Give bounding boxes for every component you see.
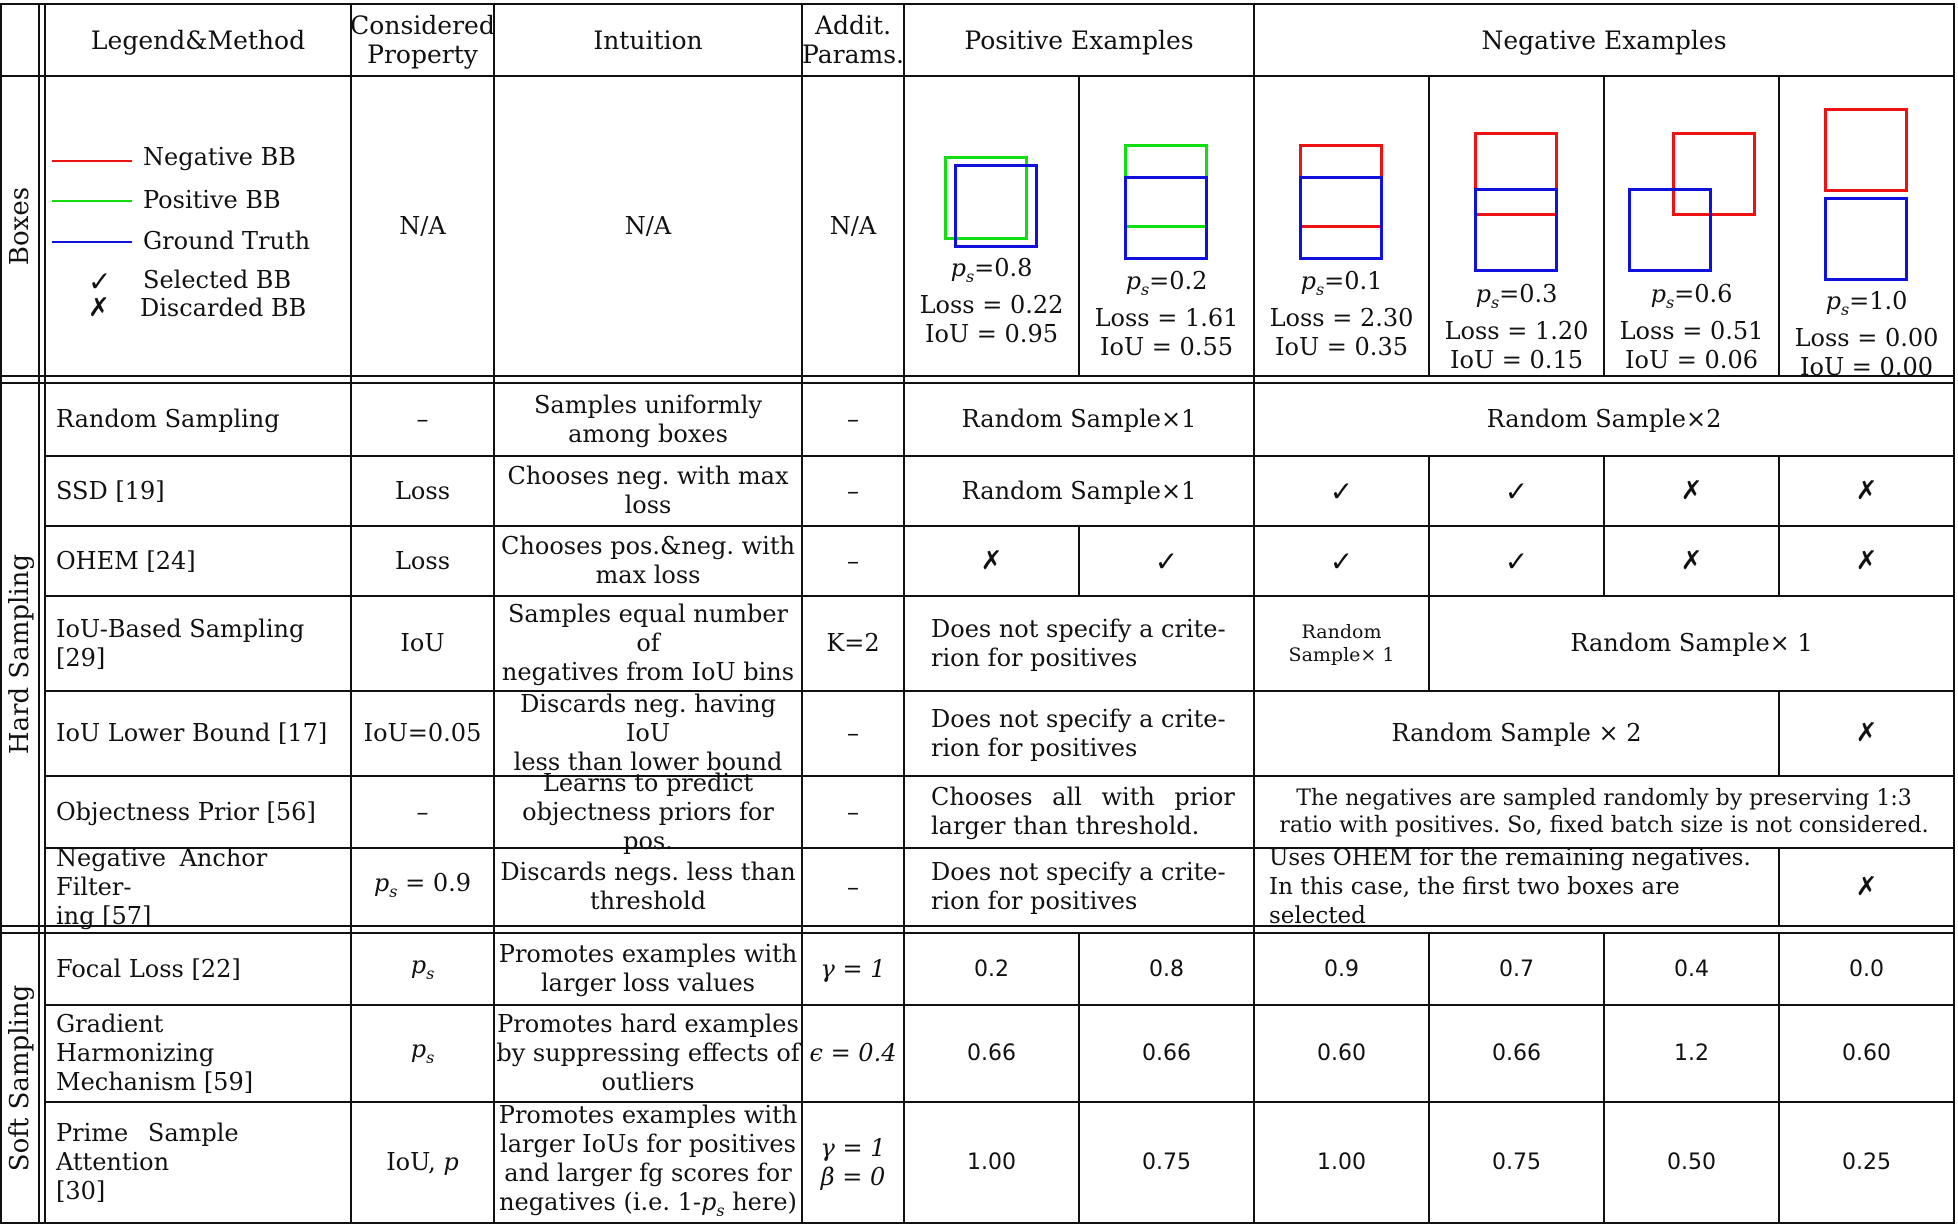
property-psa <box>352 1103 493 1222</box>
pos-nafi <box>905 849 1253 925</box>
intuition-iou-lower-line2: less than lower bound <box>513 748 783 776</box>
psa-value-4: 0.75 <box>1492 1150 1541 1175</box>
focal-value-3: 0.9 <box>1324 956 1359 982</box>
method-ghm-line1: Gradient Harmonizing <box>56 1010 215 1067</box>
example2-ground-truth-box <box>1124 176 1208 260</box>
ghm-value-3: 0.60 <box>1317 1041 1366 1066</box>
ohem-neg3-cross-icon: ✗ <box>1680 545 1703 576</box>
params-focal <box>803 934 903 1004</box>
intuition-focal-line2: larger loss values <box>540 969 755 997</box>
property-random-text: – <box>416 405 429 433</box>
ssd-neg3-cross-icon: ✗ <box>1680 475 1703 506</box>
method-prime-sample-attention <box>46 1103 350 1222</box>
boxes-intuition <box>495 77 801 375</box>
method-ghm-line2: Mechanism [59] <box>56 1068 254 1096</box>
pos-iou-based <box>905 597 1253 690</box>
example1-metrics <box>905 254 1078 349</box>
params-nafi-text: – <box>847 872 859 901</box>
method-ssd <box>46 457 350 525</box>
check-icon: ✓ <box>88 265 112 298</box>
method-nafi-line2: ing [57] <box>56 901 152 930</box>
example6-negative-box <box>1824 108 1908 192</box>
header-intuition-text: Intuition <box>593 25 703 55</box>
neg-nafi-line2: In this case, the first two boxes are selected <box>1269 873 1680 929</box>
intuition-psa <box>495 1100 801 1222</box>
header-addit-params <box>803 5 903 75</box>
intuition-iou-lower-line1: Discards neg. having IoU <box>520 690 776 747</box>
legend-negative-bb: Negative BB <box>143 143 296 171</box>
neg-rest-iou-based <box>1430 597 1953 690</box>
property-ohem-text: Loss <box>394 546 451 575</box>
psa-value-6: 0.25 <box>1842 1150 1891 1175</box>
example5-ground-truth-box <box>1628 188 1712 272</box>
example2-iou: IoU = 0.55 <box>1100 332 1233 361</box>
boxes-params-text: N/A <box>829 211 877 240</box>
example4-iou: IoU = 0.15 <box>1450 345 1583 374</box>
negative-bb-swatch <box>52 160 132 162</box>
intuition-iou-based <box>495 597 801 690</box>
intuition-ssd-line1: Chooses neg. with max <box>507 462 789 490</box>
pos-ssd <box>905 457 1253 525</box>
example5-ps-value: =0.6 <box>1674 280 1733 308</box>
method-psa-line2: [30] <box>56 1177 106 1205</box>
psa-value-3: 1.00 <box>1317 1150 1366 1175</box>
header-positive-examples <box>905 5 1253 75</box>
ghm-value-2: 0.66 <box>1142 1041 1191 1066</box>
ghm-value-1: 0.66 <box>967 1041 1016 1066</box>
psa-value-5: 0.50 <box>1667 1150 1716 1175</box>
neg-objectness <box>1255 777 1953 847</box>
psa-value-2: 0.75 <box>1142 1150 1191 1175</box>
example5-loss: Loss = 0.51 <box>1619 316 1764 345</box>
ssd-neg1-check-icon: ✓ <box>1329 474 1354 508</box>
ghm-value-5: 1.2 <box>1674 1041 1709 1066</box>
intuition-psa-line4b: here) <box>724 1187 797 1216</box>
legend-selected-bb: Selected BB <box>143 266 292 294</box>
header-considered-line1: Considered <box>350 11 495 40</box>
pos-iou-based-line1: Does not specify a crite- <box>931 614 1226 643</box>
example6-metrics <box>1780 287 1953 382</box>
intuition-iou-lower <box>495 692 801 775</box>
example4-ground-truth-box <box>1474 188 1558 272</box>
method-ssd-text: SSD [19] <box>56 476 165 505</box>
pos-nafi-line2: rion for positives <box>931 887 1138 915</box>
neg-iou-lower <box>1255 692 1778 775</box>
example4-loss: Loss = 1.20 <box>1444 316 1589 345</box>
iou-lower-neg4-cross-icon: ✗ <box>1855 718 1878 748</box>
focal-value-2: 0.8 <box>1149 956 1184 982</box>
ssd-neg4-cross-icon: ✗ <box>1855 475 1878 506</box>
example3-loss: Loss = 2.30 <box>1269 303 1414 332</box>
example5-iou: IoU = 0.06 <box>1625 345 1758 374</box>
method-iou-based <box>46 597 350 690</box>
example6-loss: Loss = 0.00 <box>1794 323 1939 352</box>
pos-iou-lower-line2: rion for positives <box>931 733 1138 762</box>
example3-iou: IoU = 0.35 <box>1275 332 1408 361</box>
method-ohem <box>46 527 350 595</box>
positive-bb-swatch <box>52 200 132 202</box>
pos-objectness <box>905 777 1253 847</box>
legend-positive-bb: Positive BB <box>143 186 281 214</box>
intuition-ssd <box>495 457 801 525</box>
boxes-params <box>803 77 903 375</box>
property-iou-based <box>352 597 493 690</box>
property-ohem <box>352 527 493 595</box>
group-label-boxes: Boxes <box>5 186 35 266</box>
property-ghm: $p_s$ <box>410 1035 435 1067</box>
property-objectness <box>352 777 493 847</box>
params-iou-based-text: K=2 <box>826 629 880 657</box>
example1-ps-value: =0.8 <box>974 254 1033 282</box>
neg-objectness-line2: ratio with positives. So, fixed batch size is not considered. <box>1279 813 1929 838</box>
intuition-psa-line3: and larger fg scores for <box>504 1158 792 1187</box>
example3-ps-value: =0.1 <box>1324 267 1383 295</box>
boxes-property-text: N/A <box>399 211 446 240</box>
params-ssd-text: – <box>847 476 859 505</box>
method-focal-loss <box>46 934 350 1004</box>
params-ohem-text: – <box>847 546 859 575</box>
method-focal-text: Focal Loss [22] <box>56 954 241 983</box>
property-iou-lower <box>352 692 493 775</box>
method-ghm <box>46 1006 350 1101</box>
neg1-iou-based-line2: Sample× 1 <box>1288 643 1395 666</box>
example2-metrics <box>1080 267 1253 362</box>
example2-loss: Loss = 1.61 <box>1094 303 1239 332</box>
intuition-psa-line4: negatives (i.e. $1-p_s$ here) <box>499 1187 797 1220</box>
intuition-nafi-line2: threshold <box>589 887 707 915</box>
property-psa-iou: IoU, <box>386 1148 444 1176</box>
method-iou-lower-text: IoU Lower Bound [17] <box>56 719 328 747</box>
params-objectness-text: – <box>847 797 859 826</box>
intuition-ohem-line2: max loss <box>595 561 701 589</box>
params-psa <box>803 1103 903 1222</box>
intuition-focal <box>495 934 801 1004</box>
group-label-hard-sampling: Hard Sampling <box>5 553 35 755</box>
intuition-random <box>495 384 801 455</box>
intuition-iou-based-line2: negatives from IoU bins <box>501 658 795 686</box>
example4-metrics <box>1430 280 1603 375</box>
psa-value-1: 1.00 <box>967 1150 1016 1175</box>
example5-metrics <box>1605 280 1778 375</box>
example1-loss: Loss = 0.22 <box>919 290 1064 319</box>
group-label-soft-sampling: Soft Sampling <box>5 984 35 1172</box>
pos-iou-based-line2: rion for positives <box>931 643 1138 672</box>
params-random <box>803 384 903 455</box>
ghm-value-6: 0.60 <box>1842 1041 1891 1066</box>
intuition-ssd-line2: loss <box>624 491 672 519</box>
header-legend-method <box>46 5 350 75</box>
property-psa-p: p <box>443 1148 459 1176</box>
legend-discarded-bb: Discarded BB <box>140 294 307 322</box>
neg-nafi <box>1255 844 1778 929</box>
method-iou-lower-bound <box>46 692 350 775</box>
pos-random <box>905 384 1253 455</box>
intuition-objectness <box>495 768 801 855</box>
header-considered-property <box>352 5 493 75</box>
example1-ps: $p_s=0.8$ <box>950 254 1033 286</box>
neg-iou-lower-text: Random Sample × 2 <box>1391 719 1642 747</box>
method-iou-based-text: IoU-Based Sampling [29] <box>56 614 305 672</box>
intuition-random-line2: among boxes <box>568 419 728 448</box>
example1-ground-truth-box <box>954 164 1038 248</box>
legend-ground-truth: Ground Truth <box>143 227 311 255</box>
property-iou-lower-text: IoU=0.05 <box>363 719 482 747</box>
intuition-iou-based-line1: Samples equal number of <box>507 600 789 657</box>
params-iou-lower-text: – <box>847 719 859 747</box>
header-legend-method-text: Legend&Method <box>90 25 306 55</box>
property-objectness-text: – <box>416 797 429 826</box>
neg-random <box>1255 384 1953 455</box>
method-random-sampling <box>46 384 350 455</box>
pos-objectness-line2: larger than threshold. <box>931 812 1200 840</box>
header-considered-line2: Property <box>367 40 478 69</box>
intuition-ghm-line3: outliers <box>601 1068 695 1096</box>
example4-ps-value: =0.3 <box>1499 280 1558 308</box>
params-iou-based <box>803 597 903 690</box>
focal-value-4: 0.7 <box>1499 956 1534 982</box>
intuition-random-line1: Samples uniformly <box>533 390 763 419</box>
method-objectness-prior <box>46 777 350 847</box>
intuition-focal-line1: Promotes examples with <box>498 940 798 968</box>
method-random-sampling-text: Random Sampling <box>56 405 280 433</box>
focal-value-1: 0.2 <box>974 956 1009 982</box>
property-nafi: $p_s = 0.9$ <box>373 868 472 901</box>
focal-value-6: 0.0 <box>1849 956 1884 982</box>
intuition-nafi <box>495 849 801 925</box>
method-negative-anchor-filtering <box>46 843 350 930</box>
ghm-value-4: 0.66 <box>1492 1041 1541 1066</box>
example6-ground-truth-box <box>1824 197 1908 281</box>
header-intuition <box>495 5 801 75</box>
property-iou-based-text: IoU <box>400 629 445 657</box>
neg1-iou-based-line1: Random <box>1301 620 1382 643</box>
ohem-pos2-check-icon: ✓ <box>1154 544 1179 578</box>
params-ghm-text: ϵ = 0.4 <box>809 1039 897 1067</box>
property-ssd-text: Loss <box>394 476 451 505</box>
header-positive-text: Positive Examples <box>964 25 1194 55</box>
property-nafi-text: = 0.9 <box>405 868 472 897</box>
params-psa-line1: γ = 1 <box>820 1133 886 1162</box>
example3-ground-truth-box <box>1299 176 1383 260</box>
pos-iou-lower-line1: Does not specify a crite- <box>931 704 1226 733</box>
focal-value-5: 0.4 <box>1674 956 1709 982</box>
header-negative-examples <box>1255 5 1953 75</box>
pos-objectness-line1: Chooses all with prior <box>931 783 1235 811</box>
property-ssd <box>352 457 493 525</box>
intuition-ghm-line2: by suppressing effects of <box>496 1039 800 1067</box>
intuition-objectness-line1: Learns to predict <box>542 768 754 797</box>
neg-nafi-line1: Uses OHEM for the remaining negatives. <box>1269 844 1751 871</box>
intuition-psa-line4a: negatives (i.e. 1- <box>499 1187 701 1216</box>
example4-ps: $p_s=0.3$ <box>1475 280 1558 312</box>
example1-iou: IoU = 0.95 <box>925 319 1058 348</box>
params-psa-line2: β = 0 <box>820 1162 886 1191</box>
params-objectness <box>803 777 903 847</box>
ssd-neg2-check-icon: ✓ <box>1504 474 1529 508</box>
example2-ps-value: =0.2 <box>1149 267 1208 295</box>
boxes-intuition-text: N/A <box>624 211 672 240</box>
header-addit-line1: Addit. <box>814 11 892 40</box>
cross-icon: ✗ <box>88 293 110 323</box>
params-ohem <box>803 527 903 595</box>
intuition-ghm-line1: Promotes hard examples <box>497 1010 799 1038</box>
method-objectness-text: Objectness Prior [56] <box>56 797 316 826</box>
example6-ps: $p_s=1.0$ <box>1825 287 1908 319</box>
neg-objectness-line1: The negatives are sampled randomly by preserving 1:3 <box>1296 786 1912 811</box>
ohem-pos1-cross-icon: ✗ <box>980 545 1003 576</box>
property-focal: $p_s$ <box>410 950 435 983</box>
intuition-ohem-line1: Chooses pos.&neg. with <box>501 532 795 560</box>
pos-ssd-text: Random Sample×1 <box>961 476 1197 505</box>
neg1-iou-based <box>1255 597 1428 690</box>
method-ohem-text: OHEM [24] <box>56 546 196 575</box>
params-ssd <box>803 457 903 525</box>
method-psa-line1: Prime Sample Attention <box>56 1119 239 1176</box>
intuition-objectness-line2: objectness priors for pos. <box>522 797 774 855</box>
ohem-neg1-check-icon: ✓ <box>1329 544 1354 578</box>
params-nafi <box>803 849 903 925</box>
pos-iou-lower <box>905 692 1253 775</box>
neg-rest-iou-based-text: Random Sample× 1 <box>1570 629 1813 657</box>
nafi-neg4-cross-icon: ✗ <box>1855 871 1878 902</box>
example6-ps-value: =1.0 <box>1849 287 1908 315</box>
property-random <box>352 384 493 455</box>
params-iou-lower <box>803 692 903 775</box>
example2-ps: $p_s=0.2$ <box>1125 267 1208 299</box>
method-nafi-line1: Negative Anchor Filter- <box>56 843 268 901</box>
pos-nafi-line1: Does not specify a crite- <box>931 858 1226 886</box>
pos-random-text: Random Sample×1 <box>961 405 1197 433</box>
intuition-ohem <box>495 527 801 595</box>
params-random-text: – <box>847 405 859 433</box>
example6-iou: IoU = 0.00 <box>1800 352 1933 381</box>
example3-ps: $p_s=0.1$ <box>1300 267 1383 299</box>
neg-random-text: Random Sample×2 <box>1486 405 1722 433</box>
header-negative-text: Negative Examples <box>1481 25 1727 55</box>
params-focal-text: γ = 1 <box>820 954 886 983</box>
boxes-property <box>352 77 493 375</box>
example5-ps: $p_s=0.6$ <box>1650 280 1733 312</box>
intuition-psa-line2: larger IoUs for positives <box>500 1129 796 1158</box>
header-addit-line2: Params. <box>802 40 904 69</box>
example3-metrics <box>1255 267 1428 362</box>
ohem-neg4-cross-icon: ✗ <box>1855 545 1878 576</box>
intuition-nafi-line1: Discards negs. less than <box>500 858 796 886</box>
ohem-neg2-check-icon: ✓ <box>1504 544 1529 578</box>
params-ghm <box>803 1006 903 1101</box>
intuition-psa-line1: Promotes examples with <box>498 1100 798 1129</box>
ground-truth-swatch <box>52 241 132 243</box>
intuition-ghm <box>495 1006 801 1101</box>
